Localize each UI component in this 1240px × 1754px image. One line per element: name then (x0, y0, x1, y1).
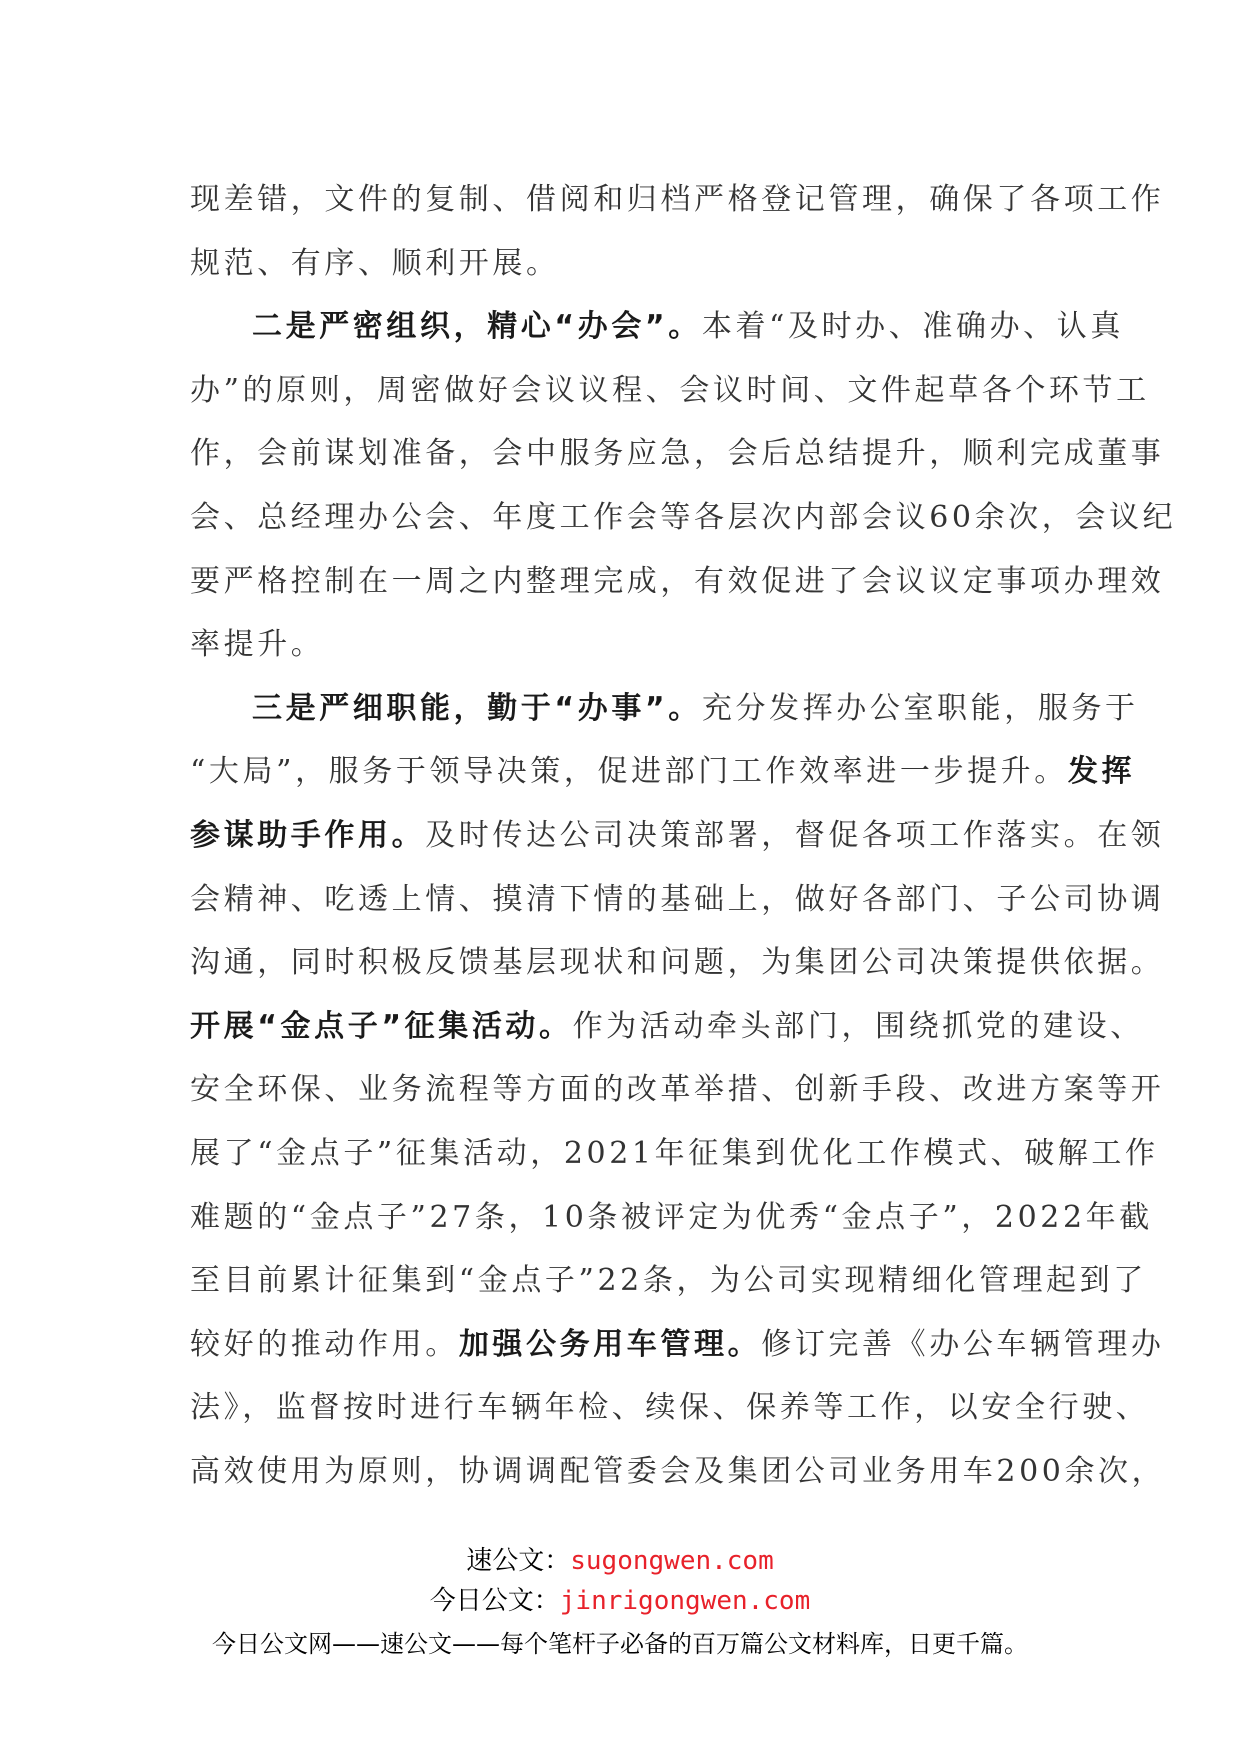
p3-line-6-bold: 开展“金点子”征集活动。 (190, 1008, 573, 1044)
p3-line-5: 沟通，同时积极反馈基层现状和问题，为集团公司决策提供依据。 (190, 945, 1165, 981)
p3-line-2-text: “大局”，服务于领导决策，促进部门工作效率进一步提升。 (190, 754, 1068, 790)
p1-line-1: 现差错，文件的复制、借阅和归档严格登记管理，确保了各项工作 (190, 182, 1165, 217)
p3-line-6 (190, 995, 1144, 1059)
footer-link-jinrigongwen[interactable]: jinrigongwen.com (559, 1586, 811, 1616)
p3-line-3-bold: 参谋助手作用。 (190, 817, 426, 853)
footer-label-2: 今日公文： (429, 1586, 560, 1616)
p3-line-11-rest: 修订完善《办公车辆管理办 (761, 1326, 1165, 1362)
p3-line-12: 法》，监督按时进行车辆年检、续保、保养等工作，以安全行驶、 (190, 1390, 1150, 1426)
p2-line-5: 要严格控制在一周之内整理完成，有效促进了会议议定事项办理效 (190, 563, 1165, 599)
p2-line-1-rest: 本着“及时办、准确办、认真 (701, 309, 1124, 345)
p3-heading: 三是严细职能，勤于“办事”。 (252, 690, 702, 726)
footer-slogan: 今日公文网——速公文——每个笔杆子必备的百万篇公文材料库，日更千篇。 (212, 1630, 1028, 1658)
p3-line-8: 展了“金点子”征集活动，2021年征集到优化工作模式、破解工作 (190, 1135, 1159, 1171)
p3-line-11 (190, 1313, 1165, 1377)
p3-line-6-text: 作为活动牵头部门，围绕抓党的建设、 (572, 1008, 1144, 1044)
p3-line-7: 安全环保、业务流程等方面的改革举措、创新手段、改进方案等开 (190, 1072, 1165, 1108)
p3-line-3 (190, 804, 1165, 868)
footer-line-1 (0, 1540, 1240, 1577)
p1-line-2: 规范、有序、顺利开展。 (190, 245, 560, 281)
p3-line-2-bold: 发挥 (1067, 754, 1136, 790)
p2-heading: 二是严密组织，精心“办会”。 (252, 309, 702, 345)
p2-line-3: 作，会前谋划准备，会中服务应急，会后总结提升，顺利完成董事 (190, 436, 1165, 472)
footer-link-sugongwen[interactable]: sugongwen.com (570, 1546, 774, 1576)
p3-line-2 (190, 740, 1136, 804)
p3-line-1-rest: 充分发挥办公室职能，服务于 (701, 690, 1139, 726)
footer-label-1: 速公文： (466, 1546, 571, 1576)
p3-line-11-text: 较好的推动作用。 (190, 1326, 459, 1362)
p2-line-1 (190, 295, 1124, 359)
p3-line-4: 会精神、吃透上情、摸清下情的基础上，做好各部门、子公司协调 (190, 881, 1165, 917)
p3-line-1 (190, 677, 1139, 741)
p3-line-10: 至目前累计征集到“金点子”22条，为公司实现精细化管理起到了 (190, 1263, 1147, 1299)
p3-line-11-bold: 加强公务用车管理。 (458, 1326, 762, 1362)
p3-line-13: 高效使用为原则，协调调配管委会及集团公司业务用车200余次， (190, 1453, 1166, 1489)
p3-line-9: 难题的“金点子”27条，10条被评定为优秀“金点子”，2022年截 (190, 1199, 1153, 1235)
p3-line-3-text: 及时传达公司决策部署，督促各项工作落实。在领 (425, 817, 1165, 853)
p2-line-2: 办”的原则，周密做好会议议程、会议时间、文件起草各个环节工 (190, 372, 1150, 408)
footer-line-2 (0, 1580, 1240, 1617)
document-body (190, 168, 1177, 1503)
p2-line-4: 会、总经理办公会、年度工作会等各层次内部会议60余次，会议纪 (190, 499, 1177, 535)
p2-line-6: 率提升。 (190, 627, 325, 663)
